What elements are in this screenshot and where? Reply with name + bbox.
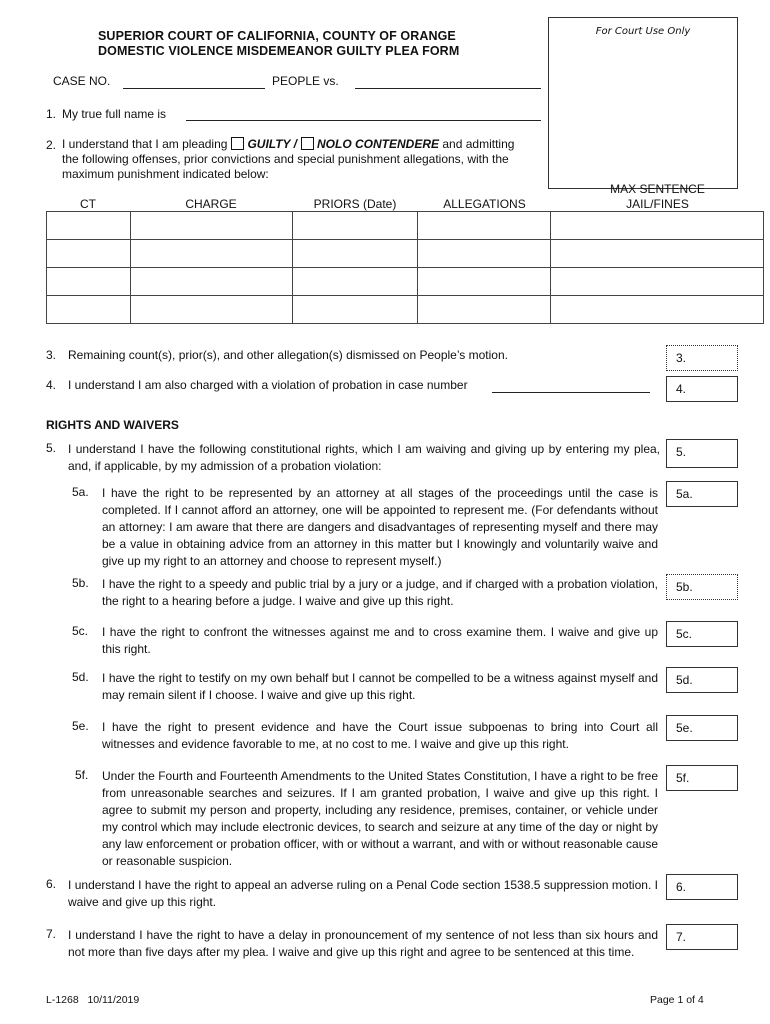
guilty-checkbox[interactable]: [231, 137, 244, 150]
table-row: [47, 240, 764, 268]
item-5f-number: 5f.: [75, 768, 89, 782]
table-cell[interactable]: [292, 296, 418, 324]
initials-box-3[interactable]: 3.: [666, 345, 738, 371]
table-cell[interactable]: [47, 296, 131, 324]
table-cell[interactable]: [130, 212, 292, 240]
initials-box-5c[interactable]: 5c.: [666, 621, 738, 647]
item-5b-number: 5b.: [72, 576, 89, 590]
table-cell[interactable]: [418, 296, 551, 324]
header-priors: PRIORS (Date): [313, 197, 397, 211]
header-allegations: ALLEGATIONS: [443, 197, 526, 211]
item-3-number: 3.: [46, 348, 57, 362]
item-5a-text: I have the right to be represented by an attorney at all stages of the proceedings until the case is completed. If I cannot afford an attorney, one will be appointed to represent me. (For defendants without an attorney: I am aware that there are dangers and disadvantages of representing myself and there may be a value in obtaining advice from an attorney in this matter but I knowingly and voluntarily waive and give up my right to an attorney and choose to represent myself.): [102, 486, 658, 568]
item-5e-number: 5e.: [72, 719, 89, 733]
people-vs-label: PEOPLE vs.: [272, 74, 339, 88]
header-charge: CHARGE: [185, 197, 237, 211]
table-cell[interactable]: [47, 268, 131, 296]
initials-box-5a[interactable]: 5a.: [666, 481, 738, 507]
form-id: L-1268 10/11/2019: [46, 994, 140, 1006]
table-cell[interactable]: [130, 296, 292, 324]
table-cell[interactable]: [47, 212, 131, 240]
true-name-field[interactable]: [186, 106, 541, 121]
item-7-text: I understand I have the right to have a delay in pronouncement of my sentence of not less than six hours and not more than five days after my plea. I waive and give up this right and agree to be sentenced at this time.: [68, 928, 658, 959]
initials-box-7[interactable]: 7.: [666, 924, 738, 950]
initials-box-5b[interactable]: 5b.: [666, 574, 738, 600]
table-cell[interactable]: [551, 268, 764, 296]
item-3-text: Remaining count(s), prior(s), and other allegation(s) dismissed on People’s motion.: [68, 348, 508, 362]
item-4-number: 4.: [46, 378, 57, 392]
table-cell[interactable]: [418, 240, 551, 268]
table-cell[interactable]: [551, 212, 764, 240]
case-no-label: CASE NO.: [53, 74, 111, 88]
table-cell[interactable]: [418, 212, 551, 240]
table-cell[interactable]: [47, 240, 131, 268]
item-2-post: and admitting: [442, 137, 515, 151]
item-2-number: 2.: [46, 138, 57, 152]
form-title-line2: DOMESTIC VIOLENCE MISDEMEANOR GUILTY PLEA FORM: [98, 44, 460, 58]
header-ct: CT: [80, 197, 96, 211]
header-max-sentence: MAX SENTENCE: [610, 182, 705, 196]
item-5a-number: 5a.: [72, 485, 89, 499]
item-5c-text: I have the right to confront the witnesses against me and to cross examine them. I waive and give up this right.: [102, 625, 658, 656]
item-1-text: My true full name is: [62, 107, 167, 121]
item-5c-number: 5c.: [72, 624, 89, 638]
item-5e-text: I have the right to present evidence and have the Court issue subpoenas to bring into Court all witnesses and evidence favorable to me, at no cost to me. I waive and give up this right.: [102, 720, 658, 751]
item-4-text: I understand I am also charged with a violation of probation in case number: [68, 378, 468, 392]
initials-box-5d[interactable]: 5d.: [666, 667, 738, 693]
defendant-name-field[interactable]: [355, 74, 541, 89]
nolo-label: NOLO CONTENDERE: [317, 137, 440, 151]
court-use-box: [548, 17, 738, 189]
item-2-line1: [62, 137, 514, 151]
item-2-pre: I understand that I am pleading: [62, 137, 228, 151]
probation-case-field[interactable]: [492, 378, 650, 393]
initials-box-5[interactable]: 5.: [666, 439, 738, 468]
table-cell[interactable]: [551, 296, 764, 324]
item-6-text: I understand I have the right to appeal an adverse ruling on a Penal Code section 1538.5 suppression motion. I waive and give up this right.: [68, 878, 658, 909]
header-jail-fines: JAIL/FINES: [626, 197, 689, 211]
charges-table: [46, 211, 764, 324]
item-5f-text: Under the Fourth and Fourteenth Amendments to the United States Constitution, I have a right to be free from unreasonable searches and seizures. If I am granted probation, I waive and give up this right. I agree to submit my person and property, including any residence, premises, container, or vehicle under my control which may include electronic devices, to search and seizure at any time of the day or night by any law enforcement or probation officer, with or without a warrant, and with or without reasonable cause or reasonable suspicion.: [102, 769, 658, 868]
initials-box-5e[interactable]: 5e.: [666, 715, 738, 741]
table-cell[interactable]: [292, 268, 418, 296]
item-5b-text: I have the right to a speedy and public trial by a jury or a judge, and if charged with a probation violation, the right to a hearing before a judge. I waive and give up this right.: [102, 577, 658, 608]
item-7-number: 7.: [46, 927, 57, 941]
court-use-label: For Court Use Only: [595, 26, 691, 37]
item-5-number: 5.: [46, 441, 57, 455]
case-no-field[interactable]: [123, 74, 265, 89]
item-6-number: 6.: [46, 877, 57, 891]
item-2-line2: the following offenses, prior convictions and special punishment allegations, with the: [62, 152, 509, 166]
item-5d-text: I have the right to testify on my own behalf but I cannot be compelled to be a witness against myself and may remain silent if I choose. I waive and give up this right.: [102, 671, 658, 702]
page-number: Page 1 of 4: [650, 994, 704, 1006]
initials-box-6[interactable]: 6.: [666, 874, 738, 900]
rights-heading: RIGHTS AND WAIVERS: [46, 418, 179, 432]
table-cell[interactable]: [418, 268, 551, 296]
nolo-checkbox[interactable]: [301, 137, 314, 150]
guilty-label: GUILTY /: [247, 137, 298, 151]
item-5d-number: 5d.: [72, 670, 89, 684]
table-row: [47, 212, 764, 240]
table-row: [47, 296, 764, 324]
table-row: [47, 268, 764, 296]
table-cell[interactable]: [292, 212, 418, 240]
item-1-number: 1.: [46, 107, 57, 121]
table-cell[interactable]: [130, 240, 292, 268]
item-2-line3: maximum punishment indicated below:: [62, 167, 269, 181]
initials-box-5f[interactable]: 5f.: [666, 765, 738, 791]
initials-box-4[interactable]: 4.: [666, 376, 738, 402]
table-cell[interactable]: [130, 268, 292, 296]
table-cell[interactable]: [292, 240, 418, 268]
table-cell[interactable]: [551, 240, 764, 268]
item-5-text: I understand I have the following constitutional rights, which I am waiving and giving up by entering my plea, and, if applicable, by my admission of a probation violation:: [68, 442, 660, 473]
form-title-line1: SUPERIOR COURT OF CALIFORNIA, COUNTY OF ORANGE: [98, 29, 456, 43]
